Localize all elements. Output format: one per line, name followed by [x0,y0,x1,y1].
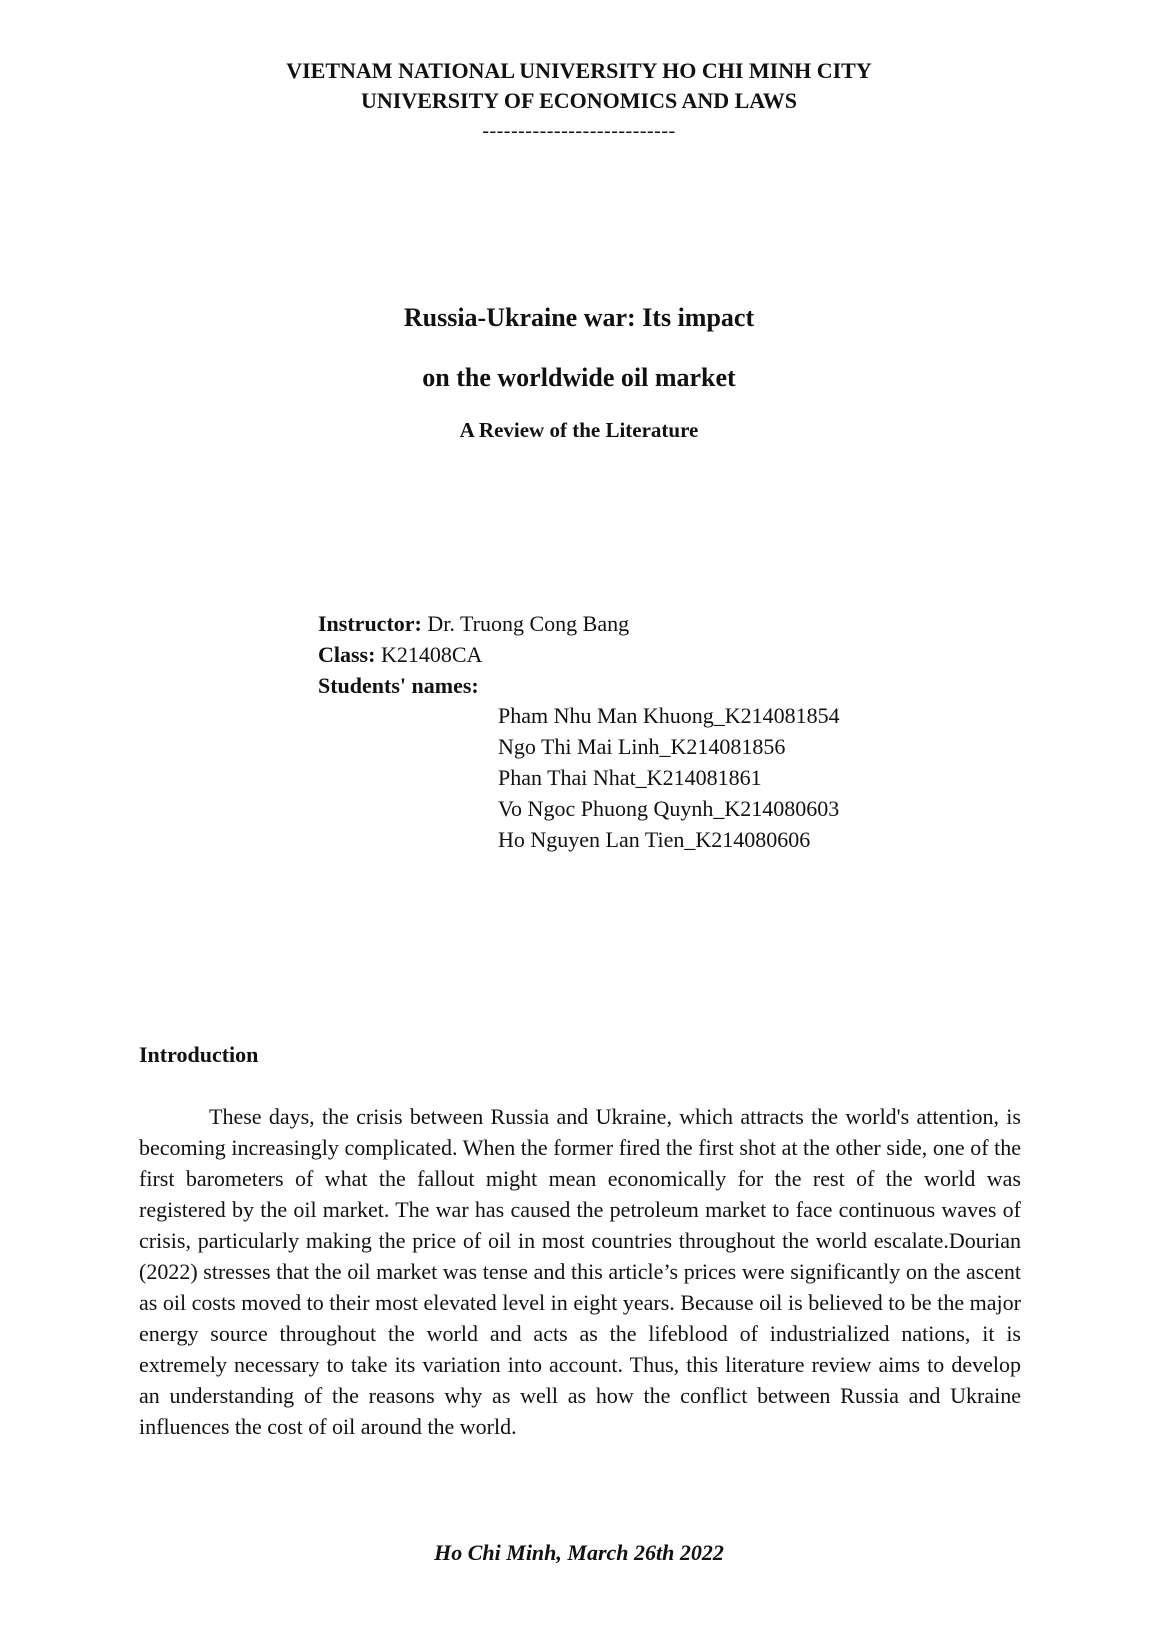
student-name: Ho Nguyen Lan Tien_K214080606 [498,827,811,852]
student-name: Pham Nhu Man Khuong_K214081854 [498,703,840,728]
university-name: VIETNAM NATIONAL UNIVERSITY HO CHI MINH CITY [286,58,872,83]
instructor-value: Dr. Truong Cong Bang [427,611,630,636]
institution-header [0,56,1158,146]
instructor-label: Instructor: [318,611,422,636]
header-divider: --------------------------- [482,120,676,142]
subtitle: A Review of the Literature [459,418,699,442]
class-row [318,639,629,670]
class-label: Class: [318,642,376,667]
info-block [318,608,629,701]
students-row [318,670,629,701]
student-name: Vo Ngoc Phuong Quynh_K214080603 [498,796,840,821]
student-name: Phan Thai Nhat_K214081861 [498,765,762,790]
instructor-row [318,608,629,639]
introduction-heading: Introduction [139,1042,259,1067]
student-name: Ngo Thi Mai Linh_K214081856 [498,734,786,759]
class-value: K21408CA [380,642,483,667]
students-label: Students' names: [318,673,479,698]
faculty-name: UNIVERSITY OF ECONOMICS AND LAWS [361,88,797,113]
introduction-paragraph: These days, the crisis between Russia and Ukraine, which attracts the world's attention, is becoming increasingly complicated. When the former fired the first shot at the other side, one of the first barometers of what the fallout might mean economically for the rest of the world was registered by the oil market. The war has caused the petroleum market to face continuous waves of crisis, particularly making the price of oil in most countries throughout the world escalate.Dourian (2022) stresses that the oil market was tense and this article’s prices were significantly on the ascent as oil costs moved to their most elevated level in eight years. Because oil is believed to be the major energy source throughout the world and acts as the lifeblood of industrialized nations, it is extremely necessary to take its variation into account. Thus, this literature review aims to develop an understanding of the reasons why as well as how the conflict between Russia and Ukraine influences the cost of oil around the world. [139,1104,1021,1439]
title-line-1: Russia-Ukraine war: Its impact [403,303,755,332]
title-line-2: on the worldwide oil market [422,363,736,392]
student-list [498,700,840,855]
place-date: Ho Chi Minh, March 26th 2022 [434,1540,724,1565]
title-block [0,302,1158,444]
